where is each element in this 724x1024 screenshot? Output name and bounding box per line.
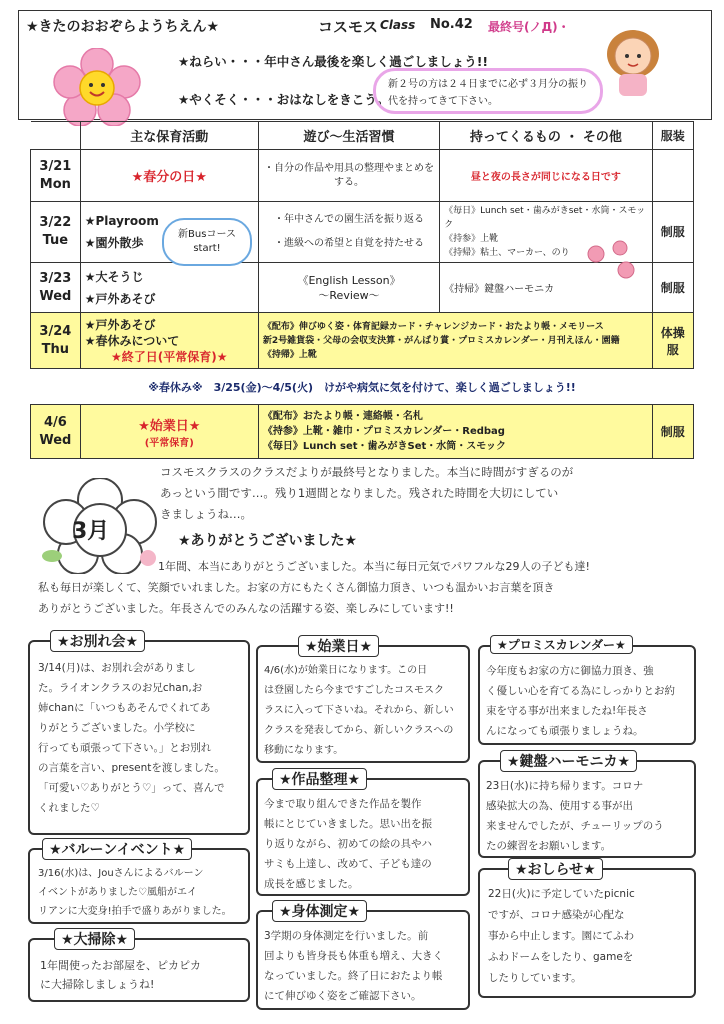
measure-box <box>256 904 470 1010</box>
break-row <box>31 369 694 405</box>
promise: ★やくそく・・・おはなしをきこう。 <box>178 92 390 107</box>
final-issue-note: 最終号(ノД)・ <box>488 20 570 34</box>
date-cell: 3/24 Thu <box>31 313 81 369</box>
date-header <box>31 122 81 150</box>
girl-illustration <box>603 24 663 98</box>
class-name: コスモス <box>318 18 379 36</box>
dress-cell <box>652 150 693 202</box>
measure-title: ★身体測定★ <box>272 900 367 922</box>
flower-doodle-icon <box>582 238 642 280</box>
promise-calendar-box <box>478 638 696 745</box>
activity-cell: ★戸外あそび ★春休みについて ★終了日(平常保育)★ <box>80 313 258 369</box>
harmonica-box <box>478 754 696 858</box>
cleaning-text: 1年間使ったお部屋を、ピカピカ に大掃除しましょうね! <box>40 959 201 991</box>
table-row <box>31 150 694 202</box>
cleaning-title: ★大掃除★ <box>54 928 135 950</box>
items-cell: 《持帰》鍵盤ハーモニカ <box>440 263 652 313</box>
items-header: 持ってくるもの ・ その他 <box>440 122 652 150</box>
start-day-box <box>256 639 470 763</box>
farewell-title: ★お別れ会★ <box>50 630 145 652</box>
items-cell: 《毎日》Lunch set・歯みがきset・水筒・スモック 《持参》上靴 《持帰》粘土、マーカー、のり <box>440 202 652 263</box>
date-cell: 3/21 Mon <box>31 150 81 202</box>
items-cell: 《配布》おたより帳・連絡帳・名札 《持参》上靴・雑巾・プロミスカレンダー・Redbag 《毎日》Lunch set・歯みがきSet・水筒・スモック <box>258 405 652 459</box>
activity-cell: ★大そうじ ★戸外あそび <box>80 263 258 313</box>
table-row <box>31 405 694 459</box>
activity-cell: ★始業日★ (平常保育) <box>80 405 258 459</box>
thanks-title: ★ありがとうございました★ <box>178 533 358 549</box>
break-note: ※春休み※ 3/25(金)～4/5(火) けがや病気に気を付けて、楽しく過ごしましょう!! <box>31 369 694 405</box>
farewell-text: 3/14(月)は、お別れ会がありまし た。ライオンクラスのお兄chan,お 姉chanに「いつもあそんでくれてあ りがとうございました。小学校に 行っても頑張って下さい。」とお別れ の言葉を言い、presentを渡しました。 「可愛い♡ありがとう♡」って、喜んで くれました♡ <box>38 662 225 814</box>
dress-cell: 制服 <box>652 202 693 263</box>
notice-box <box>478 862 696 998</box>
balloon-box <box>28 842 250 924</box>
cleaning-box <box>28 932 250 1002</box>
balloon-title: ★バルーンイベント★ <box>42 838 192 860</box>
issue-number: No.42 <box>430 17 473 32</box>
notice-text: 22日(火)に予定していたpicnic ですが、コロナ感染が心配な 事から中止します。園にてふわ ふわドームをしたり、gameを したりしています。 <box>488 888 635 984</box>
farewell-box <box>28 634 250 835</box>
play-cell: 《English Lesson》 ～Review～ <box>258 263 439 313</box>
header <box>18 10 712 120</box>
dress-cell: 制服 <box>652 405 693 459</box>
start-day-title: ★始業日★ <box>298 635 379 657</box>
school-name: ★きたのおおぞらようちえん★ <box>26 19 220 35</box>
dress-cell: 体操服 <box>652 313 693 369</box>
start-day-text: 4/6(水)が始業日になります。この日 は登園したら今まですごしたコスモスク ラスに入って下さいね。それから、新しい クラスを発表してから、新しいクラスへの 移動になります。 <box>264 665 454 756</box>
aim: ★ねらい・・・年中さん最後を楽しく過ごしましょう!! <box>178 54 489 69</box>
dress-cell: 制服 <box>652 263 693 313</box>
harmonica-title: ★鍵盤ハーモニカ★ <box>500 750 637 772</box>
activity-header: 主な保育活動 <box>80 122 258 150</box>
items-cell: 昼と夜の長さが同じになる日です <box>440 150 652 202</box>
activity-cell: ★Playroom ★園外散歩 <box>80 202 258 263</box>
note-bubble: 新２号の方は２４日までに必ず３月分の振り代を持ってきて下さい。 <box>373 68 603 114</box>
play-header: 遊び～生活習慣 <box>258 122 439 150</box>
activity-cell: ★春分の日★ <box>80 150 258 202</box>
works-box <box>256 772 470 896</box>
promise-calendar-text: 今年度もお家の方に御協力頂き、強 く優しい心を育てる為にしっかりとお約 束を守る事が出来ましたね!年長さ んになっても頑張りましょうね。 <box>486 665 675 737</box>
date-cell: 3/23 Wed <box>31 263 81 313</box>
table-header-row <box>31 122 694 150</box>
flower-illustration <box>52 48 142 126</box>
schedule-table <box>30 121 694 459</box>
harmonica-text: 23日(水)に持ち帰ります。コロナ 感染拡大の為、使用する事が出 来ませんでしたが、チューリップのう たの練習をお願いします。 <box>486 780 664 852</box>
date-cell: 3/22 Tue <box>31 202 81 263</box>
bus-course-note: 新Busコース start! <box>162 218 252 266</box>
date-cell: 4/6 Wed <box>31 405 81 459</box>
thanks-text: 1年間、本当にありがとうございました。本当に毎日元気でパワフルな29人の子ども達! 私も毎日が楽しくて、笑顔でいれました。お家の方にもたくさん御協力頂き、いつも温かいお言葉を頂き ありがとうございました。年長さんでのみんなの活躍する姿、楽しみにしています!! <box>38 560 590 615</box>
balloon-text: 3/16(水)は、Jouさんによるバルーン イベントがありました♡風船がエイ リアンに大変身!拍手で盛りあがりました。 <box>38 868 232 917</box>
measure-text: 3学期の身体測定を行いました。前 回よりも皆身長も体重も増え、大きく なっていました。終了日におたより帳 にて伸びゆく姿をご確認下さい。 <box>264 930 444 1002</box>
works-text: 今まで取り組んできた作品を製作 帳にとじていきました。思い出を振 り返りながら、初めての絵の具やハ サミも上達し、改めて、子ども達の 成長を感じました。 <box>264 798 432 890</box>
table-row <box>31 313 694 369</box>
play-cell: ・自分の作品や用具の整理やまとめをする。 <box>258 150 439 202</box>
works-title: ★作品整理★ <box>272 768 367 790</box>
promise-calendar-title: ★プロミスカレンダー★ <box>490 635 633 654</box>
class-label: Class <box>380 18 416 32</box>
dress-header: 服装 <box>652 122 693 150</box>
notice-title: ★おしらせ★ <box>508 858 603 880</box>
play-cell: ・年中さんでの園生活を振り返る ・進級への希望と自覚を持たせる <box>258 202 439 263</box>
intro-text: コスモスクラスのクラスだよりが最終号となりました。本当に時間がすぎるのが あっという間です…。残り1週間となりました。残された時間を大切にしてい きましょうね…。 <box>160 465 574 521</box>
items-cell: 《配布》伸びゆく姿・体育記録カード・チャレンジカード・おたより帳・メモリース 新2号雑貨袋・父母の会収支決算・がんばり賞・プロミスカレンダー・月刊えほん・園籍 《持帰》上靴 <box>258 313 652 369</box>
month-label: 3月 <box>72 519 110 544</box>
